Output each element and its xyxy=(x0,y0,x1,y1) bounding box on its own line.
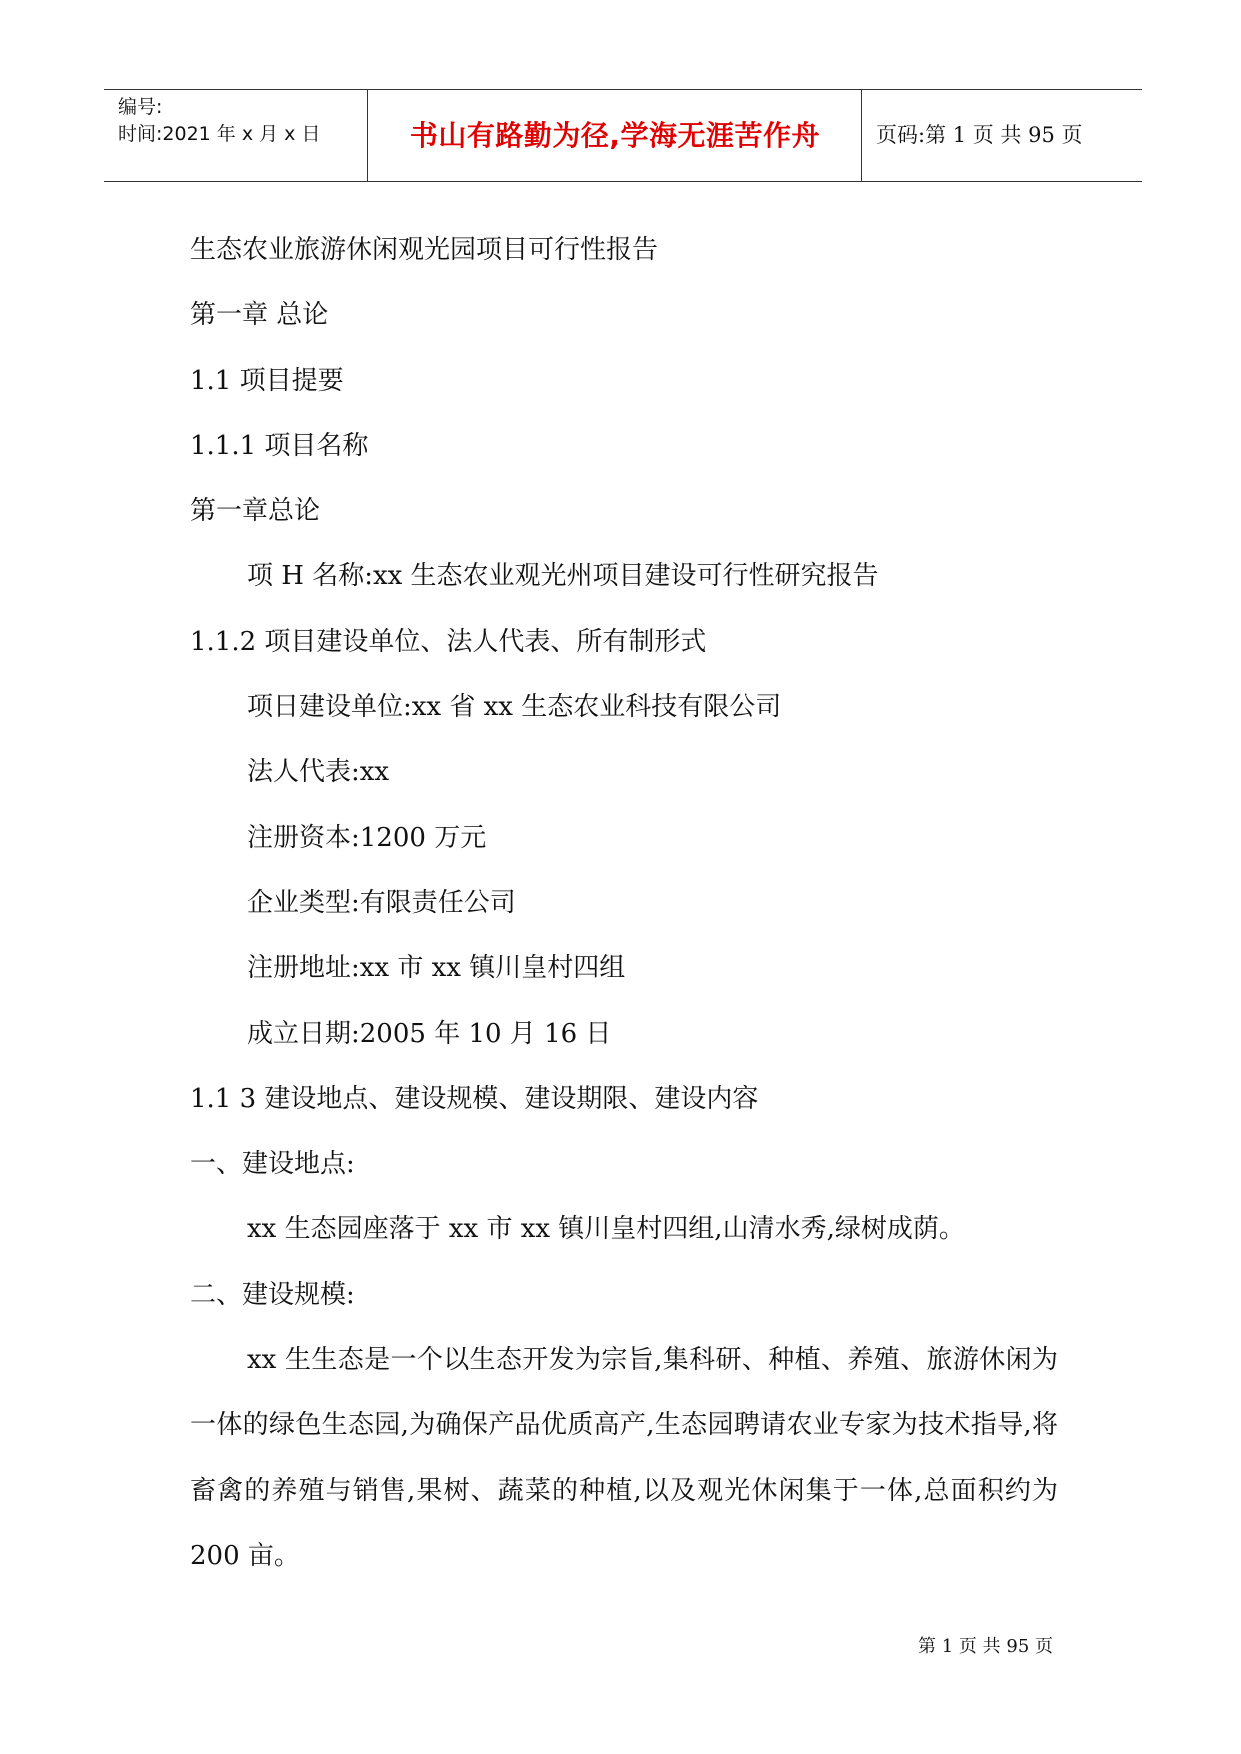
document-time-label: 时间:2021 年 x 月 x 日 xyxy=(118,123,321,145)
chapter-heading-repeat: 第一章总论 xyxy=(190,496,321,527)
establishment-date-line: 成立日期:2005 年 10 月 16 日 xyxy=(247,1018,612,1049)
header-page-label: 页码:第 1 页 共 95 页 xyxy=(876,123,1083,147)
location-description: xx 生态园座落于 xx 市 xx 镇川皇村四组,山清水秀,绿树成荫。 xyxy=(247,1214,965,1245)
chapter-heading: 第一章 总论 xyxy=(190,300,329,331)
header-divider-left xyxy=(367,90,368,181)
page-footer-number: 第 1 页 共 95 页 xyxy=(918,1636,1053,1657)
registered-address-line: 注册地址:xx 市 xx 镇川皇村四组 xyxy=(247,953,626,984)
construction-unit-line: 项日建设单位:xx 省 xx 生态农业科技有限公司 xyxy=(247,692,782,723)
subsection-heading: 1.1.2 项目建设单位、法人代表、所有制形式 xyxy=(190,626,707,657)
company-type-line: 企业类型:有限责任公司 xyxy=(247,887,516,918)
subsection-heading: 1.1 3 建设地点、建设规模、建设期限、建设内容 xyxy=(190,1083,759,1114)
project-name-line: 项 H 名称:xx 生态农业观光州项目建设可行性研究报告 xyxy=(247,561,879,592)
header-meta xyxy=(118,94,320,148)
document-number-label: 编号: xyxy=(118,96,163,118)
registered-capital-line: 注册资本:1200 万元 xyxy=(247,822,487,853)
header-motto: 书山有路勤为径,学海无涯苦作舟 xyxy=(409,119,821,152)
legal-representative-line: 法人代表:xx xyxy=(247,757,390,788)
list-heading-scale: 二、建设规模: xyxy=(190,1279,355,1310)
header-divider-right xyxy=(861,90,862,181)
document-body xyxy=(190,218,1060,1589)
scale-paragraph: xx 生生态是一个以生态开发为宗旨,集科研、种植、养殖、旅游休闲为一体的绿色生态园,为确保产品优质高产,生态园聘请农业专家为技术指导,将畜禽的养殖与销售,果树、蔬菜的种植,以及观光休闲集于一体,总面积约为 200 亩。 xyxy=(190,1345,1058,1571)
page-header xyxy=(104,89,1142,182)
document-title: 生态农业旅游休闲观光园项目可行性报告 xyxy=(190,235,659,265)
list-heading-location: 一、建设地点: xyxy=(190,1149,355,1180)
subsection-heading: 1.1.1 项目名称 xyxy=(190,430,369,461)
section-heading: 1.1 项目提要 xyxy=(190,365,344,396)
